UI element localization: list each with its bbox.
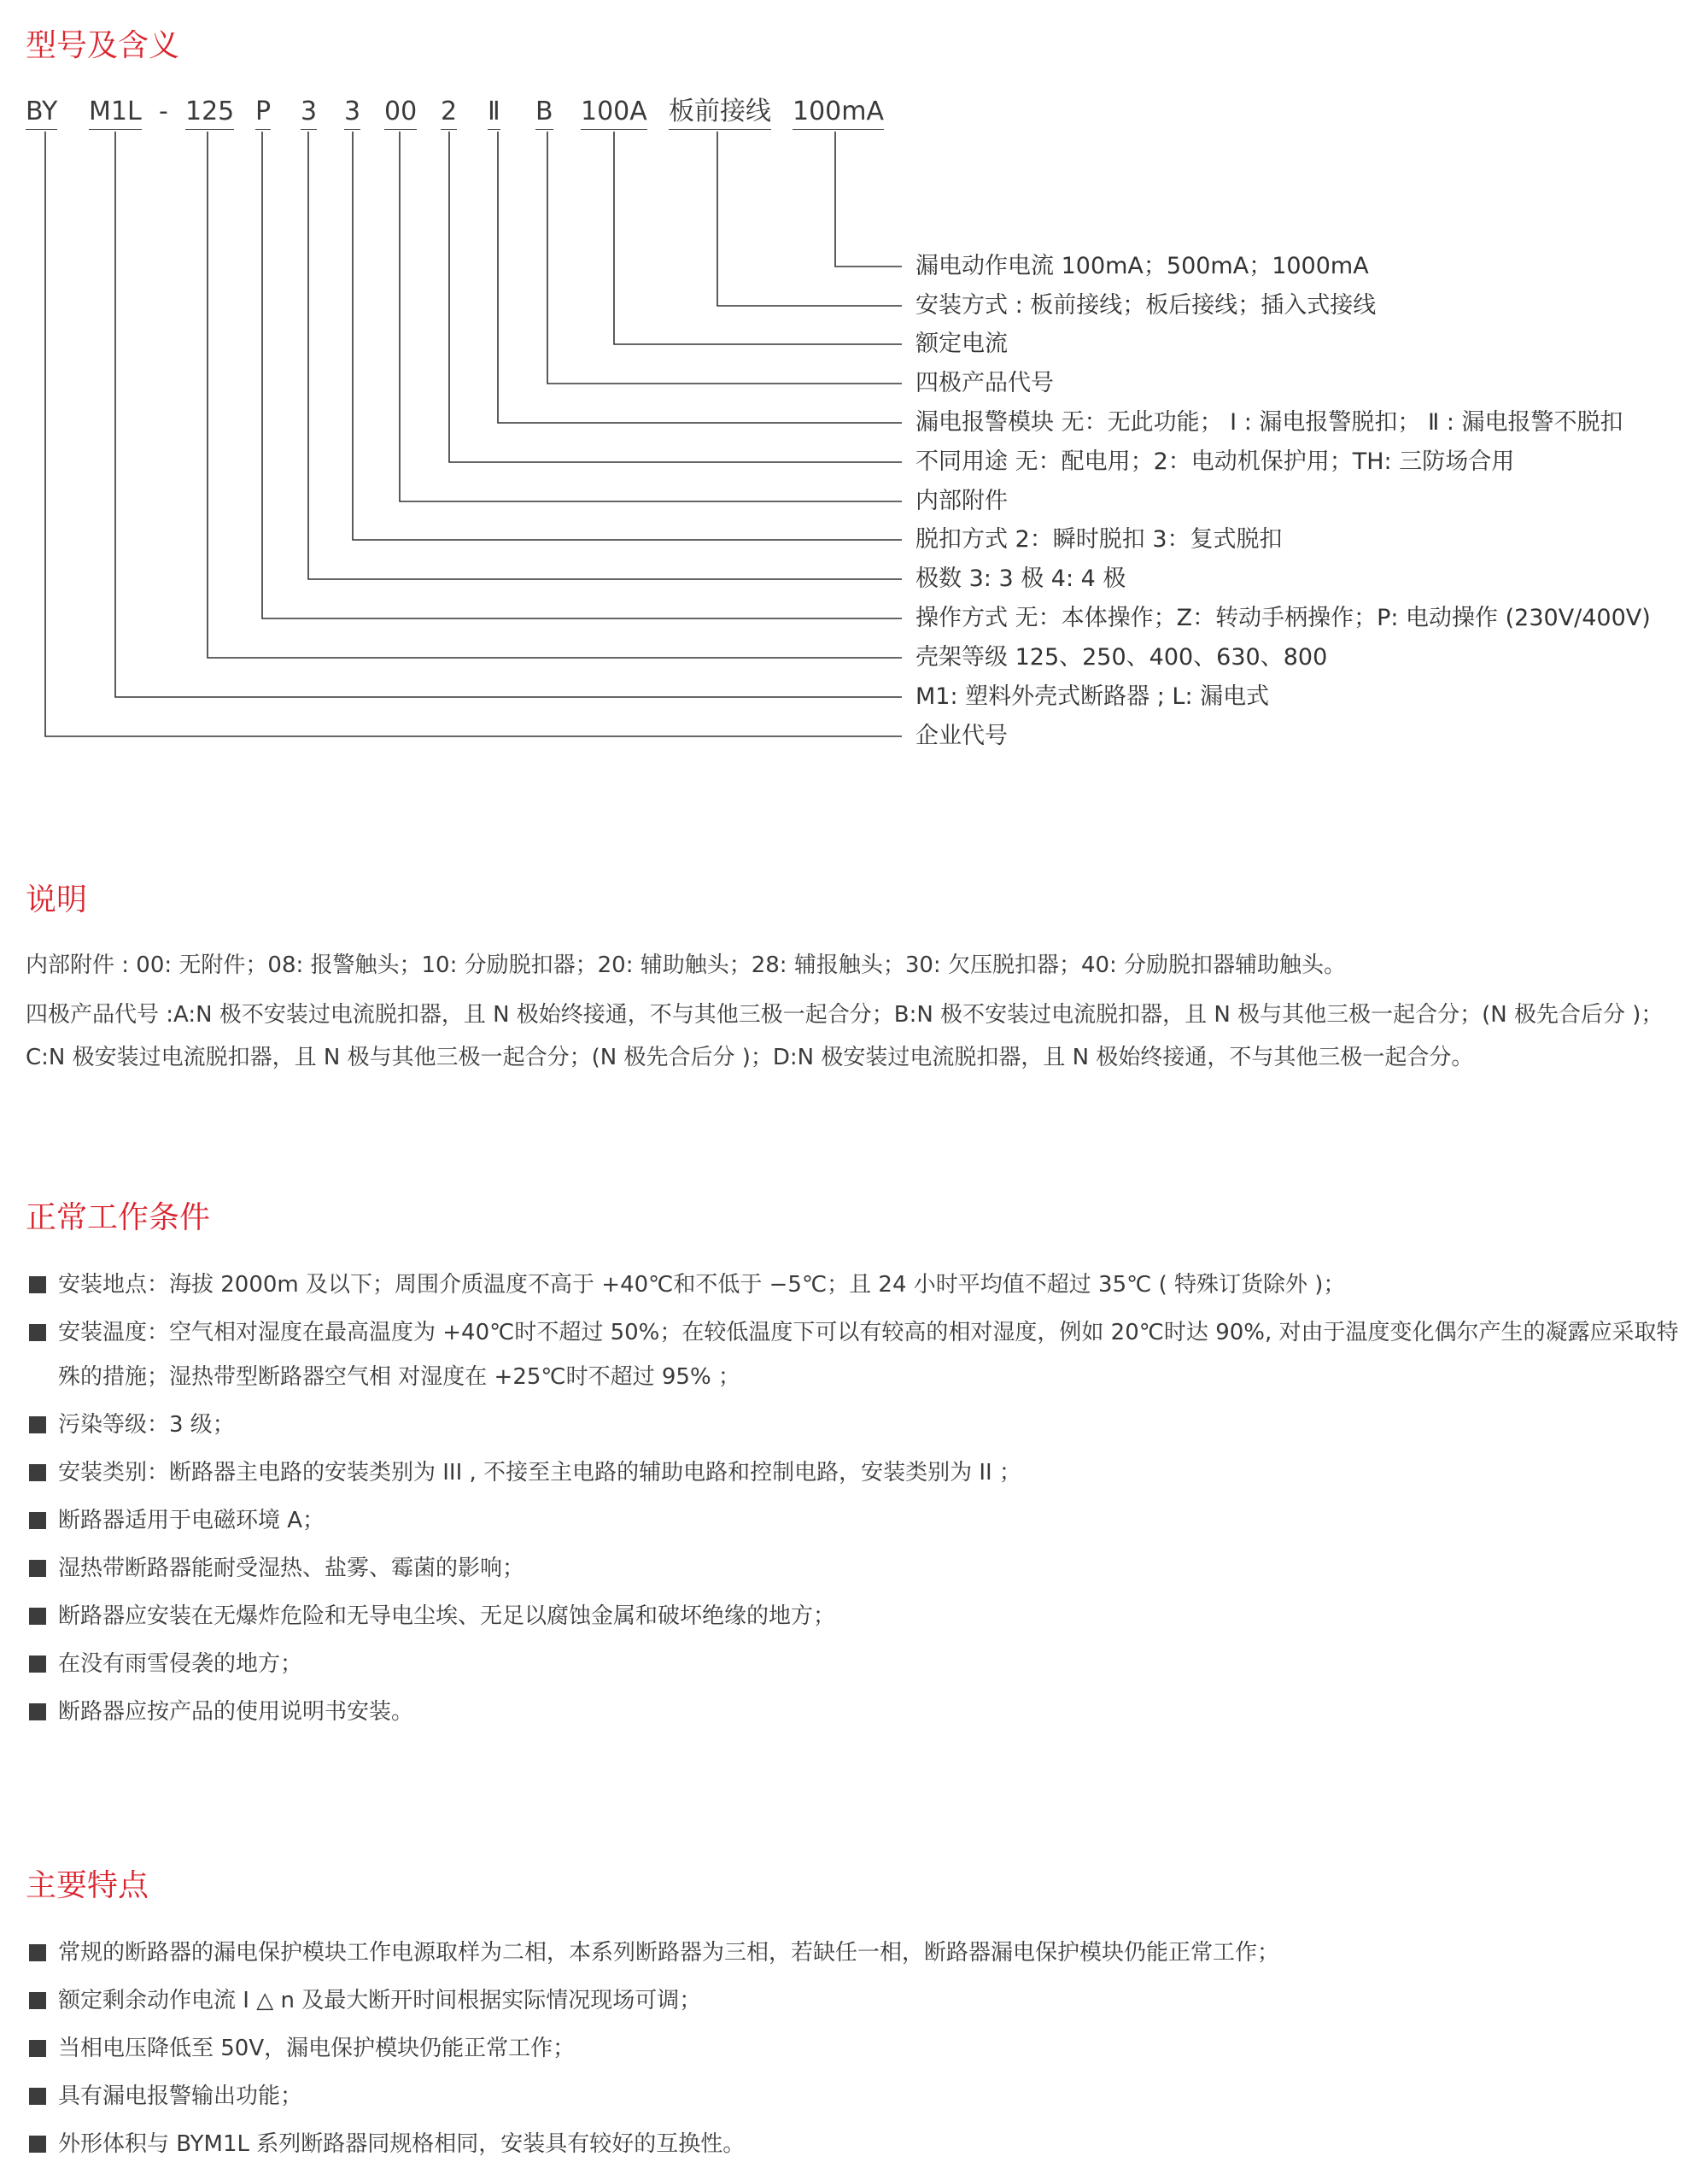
- list-item: [26, 1310, 1691, 1399]
- legend-item: 内部附件: [915, 488, 1008, 514]
- connector-line: [115, 132, 902, 697]
- square-bullet-icon: [29, 1944, 46, 1961]
- legend-item: M1: 塑料外壳式断路器 ; L: 漏电式: [915, 683, 1270, 710]
- section-title-conditions: 正常工作条件: [26, 1200, 211, 1235]
- list-item-text: 常规的断路器的漏电保护模块工作电源取样为二相，本系列断路器为三相，若缺任一相，断路器漏电保护模块仍能正常工作；: [58, 1940, 1280, 1966]
- square-bullet-icon: [29, 1703, 46, 1720]
- square-bullet-icon: [29, 1464, 46, 1481]
- section-title-notes: 说明: [26, 882, 88, 917]
- features-list: [26, 1931, 1691, 2170]
- code-segment: P: [255, 95, 271, 130]
- legend-item: 脱扣方式 2：瞬时脱扣 3：复式脱扣: [915, 526, 1283, 553]
- connector-line: [353, 132, 902, 540]
- legend-item: 壳架等级 125、250、400、630、800: [915, 644, 1328, 671]
- square-bullet-icon: [29, 1608, 46, 1625]
- conditions-list: [26, 1263, 1691, 1738]
- legend-item: 额定电流: [915, 331, 1008, 357]
- list-item: [26, 1931, 1691, 1975]
- list-item: [26, 1403, 1691, 1447]
- square-bullet-icon: [29, 2136, 46, 2153]
- list-item: [26, 2026, 1691, 2071]
- code-segment: 100A: [581, 95, 647, 130]
- list-item-text: 断路器应安装在无爆炸危险和无导电尘埃、无足以腐蚀金属和破坏绝缘的地方；: [58, 1603, 836, 1629]
- list-item-text: 在没有雨雪侵袭的地方；: [58, 1651, 303, 1677]
- list-item-text: 安装地点：海拔 2000m 及以下；周围介质温度不高于 +40℃和不低于 −5℃；且 24 小时平均值不超过 35℃ ( 特殊订货除外 )；: [58, 1272, 1346, 1298]
- connector-line: [400, 132, 902, 501]
- list-item-text: 湿热带断路器能耐受湿热、盐雾、霉菌的影响；: [58, 1556, 525, 1581]
- list-item: [26, 1594, 1691, 1638]
- note-paragraph: 四极产品代号 :A:N 极不安装过电流脱扣器，且 N 极始终接通，不与其他三极一起合分；B:N 极不安装过电流脱扣器，且 N 极与其他三极一起合分；(N 极先合后分 )；C:N 极安装过电流脱扣器，且 N 极与其他三极一起合分；(N 极先合后分 )；D:N 极安装过电流脱扣器，且 N 极始终接通，不与其他三极一起合分。: [26, 1002, 1664, 1070]
- square-bullet-icon: [29, 1276, 46, 1293]
- list-item: [26, 1978, 1691, 2023]
- square-bullet-icon: [29, 1324, 46, 1341]
- connector-line: [547, 132, 902, 384]
- square-bullet-icon: [29, 1656, 46, 1673]
- list-item-text: 外形体积与 BYM1L 系列断路器同规格相同，安装具有较好的互换性。: [58, 2131, 746, 2157]
- legend-item: 漏电报警模块 无：无此功能； Ⅰ : 漏电报警脱扣； Ⅱ : 漏电报警不脱扣: [915, 409, 1623, 436]
- list-item: [26, 1498, 1691, 1543]
- square-bullet-icon: [29, 2088, 46, 2105]
- code-segment: M1L: [89, 95, 142, 130]
- connector-line: [308, 132, 902, 579]
- code-segment: Ⅱ: [488, 95, 500, 130]
- legend-item: 极数 3: 3 极 4: 4 极: [915, 566, 1126, 592]
- connector-line: [835, 132, 902, 267]
- list-item: [26, 1546, 1691, 1591]
- connector-line: [449, 132, 902, 462]
- list-item: [26, 1263, 1691, 1307]
- list-item: [26, 2122, 1691, 2166]
- code-segment: 100mA: [793, 95, 884, 130]
- code-separator: -: [159, 97, 168, 126]
- code-segment: 00: [384, 95, 417, 130]
- list-item: [26, 1450, 1691, 1495]
- code-segment: B: [535, 95, 553, 130]
- list-item: [26, 1642, 1691, 1686]
- list-item-text: 当相电压降低至 50V，漏电保护模块仍能正常工作；: [58, 2036, 576, 2061]
- list-item-text: 具有漏电报警输出功能；: [58, 2083, 303, 2109]
- section-title-features: 主要特点: [26, 1868, 149, 1903]
- square-bullet-icon: [29, 2040, 46, 2057]
- connector-line: [498, 132, 902, 423]
- code-segment: 3: [344, 95, 360, 130]
- connector-line: [45, 132, 902, 736]
- legend-item: 安装方式 : 板前接线；板后接线；插入式接线: [915, 292, 1377, 319]
- list-item-text: 断路器应按产品的使用说明书安装。: [58, 1699, 414, 1725]
- square-bullet-icon: [29, 1416, 46, 1433]
- list-item-text: 额定剩余动作电流 I △ n 及最大断开时间根据实际情况现场可调；: [58, 1988, 702, 2013]
- legend-item: 四极产品代号: [915, 370, 1054, 396]
- legend-item: 操作方式 无：本体操作；Z：转动手柄操作；P: 电动操作 (230V/400V): [915, 605, 1651, 631]
- code-segment: 3: [301, 95, 317, 130]
- list-item-text: 安装温度：空气相对湿度在最高温度为 +40℃时不超过 50%；在较低温度下可以有较高的相对湿度，例如 20℃时达 90%, 对由于温度变化偶尔产生的凝露应采取特殊的措施；湿热带型断路器空气相 对湿度在 +25℃时不超过 95% ；: [58, 1320, 1679, 1390]
- square-bullet-icon: [29, 1512, 46, 1529]
- code-segment: 板前接线: [669, 95, 771, 130]
- connector-lines: [0, 0, 1708, 769]
- code-segment: 125: [185, 95, 234, 130]
- legend-item: 企业代号: [915, 723, 1008, 749]
- legend-item: 不同用途 无：配电用；2：电动机保护用；TH: 三防场合用: [915, 448, 1515, 475]
- square-bullet-icon: [29, 1992, 46, 2009]
- list-item-text: 断路器适用于电磁环境 A；: [58, 1508, 325, 1533]
- connector-line: [262, 132, 902, 618]
- code-segment: BY: [26, 95, 57, 130]
- list-item-text: 安装类别：断路器主电路的安装类别为 III , 不接至主电路的辅助电路和控制电路，安装类别为 II ；: [58, 1460, 1021, 1486]
- connector-line: [614, 132, 902, 344]
- square-bullet-icon: [29, 1560, 46, 1577]
- list-item: [26, 2074, 1691, 2118]
- legend-item: 漏电动作电流 100mA；500mA；1000mA: [915, 253, 1369, 279]
- list-item: [26, 1690, 1691, 1734]
- connector-line: [717, 132, 902, 306]
- section-title-model: 型号及含义: [26, 28, 180, 63]
- code-segment: 2: [441, 95, 457, 130]
- note-paragraph: 内部附件 : 00: 无附件；08: 报警触头；10: 分励脱扣器；20: 辅助触头；28: 辅报触头；30: 欠压脱扣器；40: 分励脱扣器辅助触头。: [26, 952, 1347, 978]
- list-item-text: 污染等级：3 级；: [58, 1412, 235, 1438]
